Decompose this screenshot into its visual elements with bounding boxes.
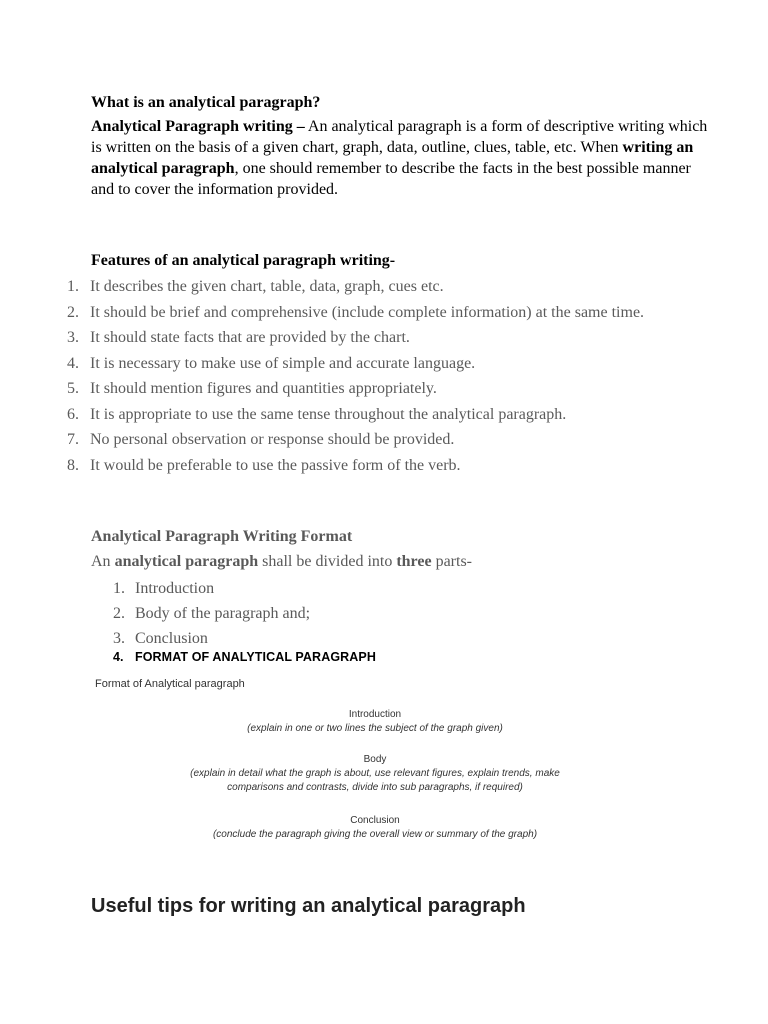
list-item xyxy=(0,376,690,402)
list-item xyxy=(0,453,690,479)
format-heading: Analytical Paragraph Writing Format xyxy=(91,528,353,545)
list-number: 3. xyxy=(113,630,125,647)
list-item xyxy=(0,325,690,351)
list-text: It should be brief and comprehensive (include complete information) at the same time. xyxy=(90,303,645,321)
list-item xyxy=(0,402,690,428)
question-heading: What is an analytical paragraph? xyxy=(91,94,321,111)
list-item xyxy=(0,351,690,377)
list-text: FORMAT OF ANALYTICAL PARAGRAPH xyxy=(135,650,376,664)
list-number: 6. xyxy=(67,405,79,423)
list-number: 4. xyxy=(113,650,124,664)
list-text: It is necessary to make use of simple and accurate language. xyxy=(90,354,476,372)
list-text: Introduction xyxy=(135,580,215,597)
features-heading: Features of an analytical paragraph writing- xyxy=(91,252,396,269)
figure-conclusion-title: Conclusion xyxy=(350,815,400,826)
intro-text-1: An analytical paragraph is a form of descriptive writing which is written on the basis of a given chart, graph, data, outline, clues, table, etc. When xyxy=(91,118,708,156)
figure-body-title: Body xyxy=(363,754,387,765)
figure-body-desc-1: (explain in detail what the graph is about, use relevant figures, explain trends, make xyxy=(190,768,560,779)
list-item xyxy=(0,274,690,300)
format-count: three xyxy=(396,553,432,570)
list-number: 4. xyxy=(67,354,79,372)
intro-paragraph xyxy=(91,116,711,200)
list-text: It describes the given chart, table, data, graph, cues etc. xyxy=(90,278,444,295)
figure-conclusion-desc: (conclude the paragraph giving the overall view or summary of the graph) xyxy=(212,829,538,840)
list-item xyxy=(0,576,310,601)
figure-introduction xyxy=(95,708,655,736)
format-text-e: parts- xyxy=(431,553,473,570)
list-number: 8. xyxy=(67,456,79,474)
list-text: It would be preferable to use the passive form of the verb. xyxy=(90,456,461,474)
tips-heading: Useful tips for writing an analytical paragraph xyxy=(91,895,526,917)
intro-text-2: , one should remember to describe the facts in the best possible manner and to cover the information provided. xyxy=(91,160,691,198)
figure-body-desc-2: comparisons and contrasts, divide into sub paragraphs, if required) xyxy=(227,782,523,793)
parts-list xyxy=(0,576,310,651)
list-number: 2. xyxy=(113,605,125,622)
list-text: It is appropriate to use the same tense throughout the analytical paragraph. xyxy=(90,405,567,423)
figure-body xyxy=(95,753,655,795)
figure-conclusion xyxy=(95,814,655,842)
format-intro-line xyxy=(91,553,472,571)
format-term: analytical paragraph xyxy=(114,553,259,570)
intro-term: Analytical Paragraph writing – xyxy=(91,118,305,135)
list-item xyxy=(0,300,690,326)
list-number: 7. xyxy=(67,431,79,448)
list-text: It should mention figures and quantities appropriately. xyxy=(90,380,437,397)
format-text-c: shall be divided into xyxy=(258,553,397,570)
features-list xyxy=(0,274,740,478)
figure-title: Format of Analytical paragraph xyxy=(95,678,245,690)
list-text: Body of the paragraph and; xyxy=(135,605,311,622)
list-item xyxy=(0,601,310,626)
figure-introduction-desc: (explain in one or two lines the subject of the graph given) xyxy=(247,723,503,734)
list-number: 3. xyxy=(67,329,79,346)
list-number: 2. xyxy=(67,303,79,321)
list-item xyxy=(0,427,690,453)
list-number: 1. xyxy=(113,580,125,597)
list-number: 5. xyxy=(67,380,79,397)
figure-introduction-title: Introduction xyxy=(348,709,402,720)
intro-term-2: writing an analytical paragraph xyxy=(91,139,694,177)
list-text: No personal observation or response should be provided. xyxy=(90,431,455,448)
list-text: It should state facts that are provided by the chart. xyxy=(90,329,410,346)
format-figure xyxy=(95,676,655,846)
format-list-item-4 xyxy=(113,650,376,664)
format-text-a: An xyxy=(91,553,115,570)
list-text: Conclusion xyxy=(135,630,208,647)
list-item xyxy=(0,626,310,651)
list-number: 1. xyxy=(67,278,79,295)
